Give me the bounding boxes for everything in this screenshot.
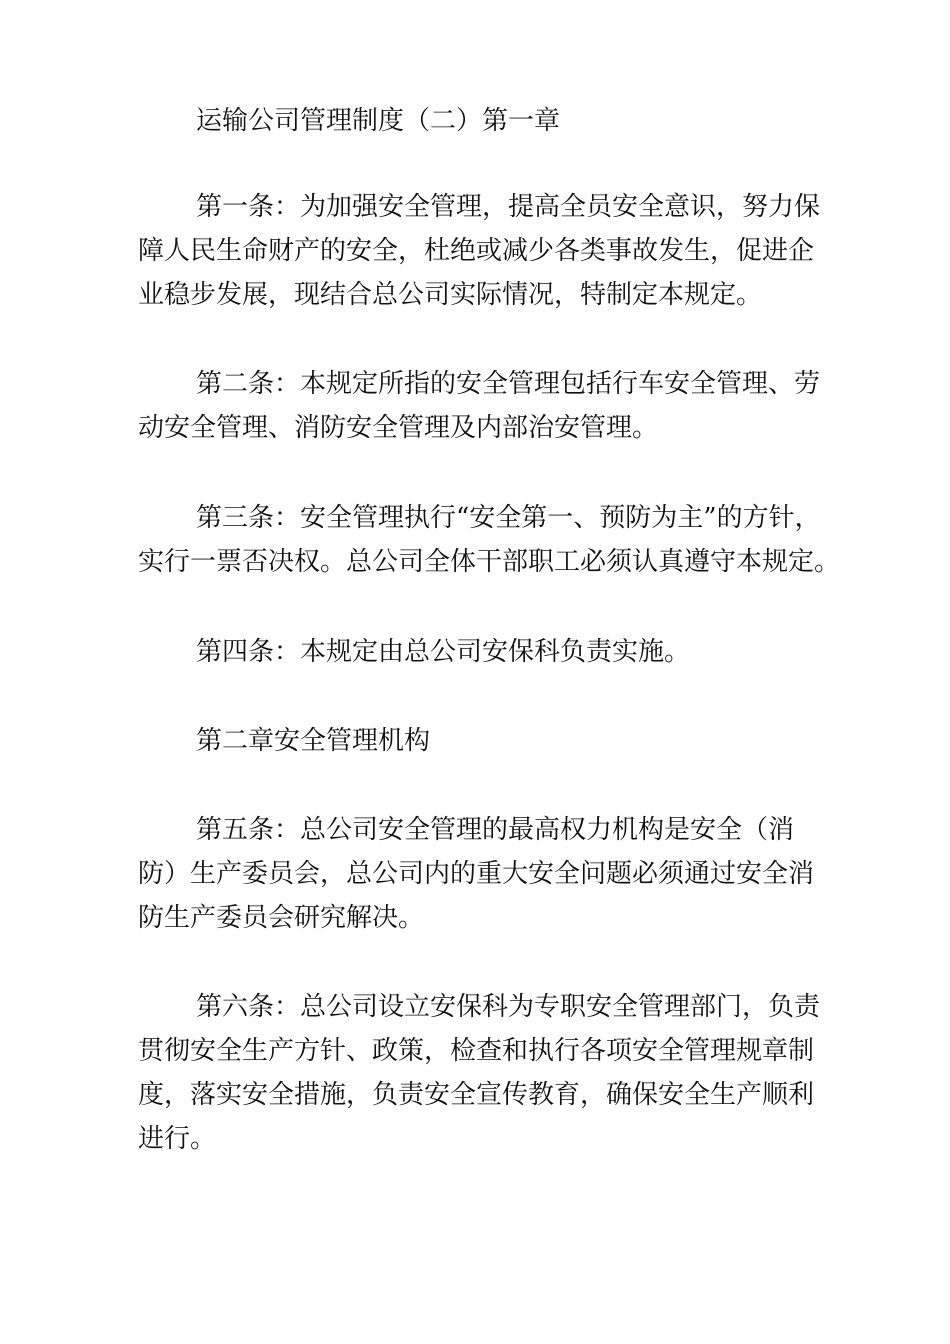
article-1-line-1: 第一条：为加强安全管理，提高全员安全意识，努力保 bbox=[196, 192, 821, 222]
article-3-line-1: 第三条：安全管理执行“安全第一、预防为主”的方针， bbox=[196, 503, 821, 533]
article-6-line-4: 进行。 bbox=[138, 1124, 217, 1154]
article-1-line-3: 业稳步发展，现结合总公司实际情况，特制定本规定。 bbox=[138, 280, 763, 310]
article-2-line-1: 第二条：本规定所指的安全管理包括行车安全管理、劳 bbox=[196, 369, 821, 399]
chapter-2-heading: 第二章安全管理机构 bbox=[196, 726, 431, 756]
article-2-line-2: 动安全管理、消防安全管理及内部治安管理。 bbox=[138, 413, 659, 443]
article-6-line-1: 第六条：总公司设立安保科为专职安全管理部门，负责 bbox=[196, 992, 821, 1022]
article-4-line-1: 第四条：本规定由总公司安保科负责实施。 bbox=[196, 637, 691, 667]
article-6-line-3: 度，落实安全措施，负责安全宣传教育，确保安全生产顺利 bbox=[138, 1080, 815, 1110]
article-3-line-2: 实行一票否决权。总公司全体干部职工必须认真遵守本规定。 bbox=[138, 547, 841, 577]
article-1-line-2: 障人民生命财产的安全，杜绝或减少各类事故发生，促进企 bbox=[138, 236, 815, 266]
article-5-line-1: 第五条：总公司安全管理的最高权力机构是安全（消 bbox=[196, 815, 795, 845]
article-6-line-2: 贯彻安全生产方针、政策，检查和执行各项安全管理规章制 bbox=[138, 1036, 815, 1066]
article-5-line-2: 防）生产委员会，总公司内的重大安全问题必须通过安全消 bbox=[138, 859, 815, 889]
article-5-line-3: 防生产委员会研究解决。 bbox=[138, 903, 425, 933]
document-title: 运输公司管理制度（二）第一章 bbox=[196, 106, 561, 136]
